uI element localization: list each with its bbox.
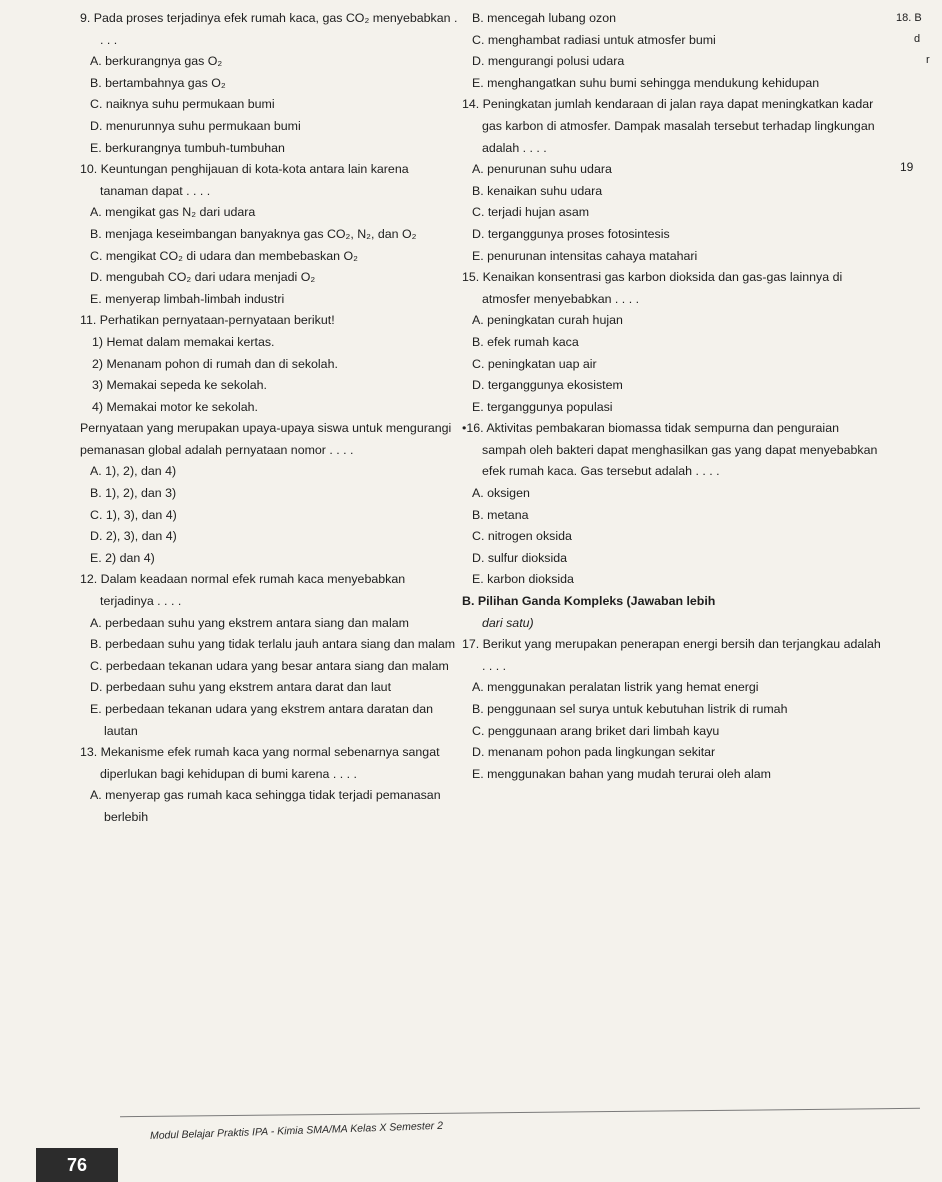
answer-option: C. peningkatan uap air [472,356,597,371]
question-stem: •16. Aktivitas pembakaran biomassa tidak sempurna dan penguraian sampah oleh bakteri dapat menghasilkan gas yang dapat menyebabkan efek rumah kaca. Gas tersebut adalah . . . . [462,421,878,479]
statement-item: 1) Hemat dalam memakai kertas. [92,334,275,349]
answer-option: D. mengurangi polusi udara [472,54,625,69]
answer-option: D. 2), 3), dan 4) [90,529,177,544]
right-edge-fragment [896,8,942,71]
answer-option: D. perbedaan suhu yang ekstrem antara darat dan laut [90,680,392,695]
answer-option: E. terganggunya populasi [472,399,613,414]
answer-option: E. perbedaan tekanan udara yang ekstrem antara daratan dan lautan [90,702,434,738]
footer-rule [120,1108,920,1117]
question-stem: 9. Pada proses terjadinya efek rumah kaca, gas CO₂ menyebabkan . . . . [80,11,458,47]
answer-option: A. oksigen [472,486,530,501]
statement-item: 3) Memakai sepeda ke sekolah. [92,378,267,393]
statement-item: 4) Memakai motor ke sekolah. [92,399,258,414]
answer-option: D. menanam pohon pada lingkungan sekitar [472,745,716,760]
question-stem: 17. Berikut yang merupakan penerapan energi bersih dan terjangkau adalah . . . . [462,637,881,673]
answer-option: A. mengikat gas N₂ dari udara [90,205,256,220]
question-19-fragment: 19 [900,160,914,174]
answer-option: E. karbon dioksida [472,572,574,587]
answer-option: E. 2) dan 4) [90,550,155,565]
answer-option: C. penggunaan arang briket dari limbah kayu [472,723,720,738]
answer-option: A. 1), 2), dan 4) [90,464,177,479]
question-stem: 12. Dalam keadaan normal efek rumah kaca menyebabkan terjadinya . . . . [80,572,406,609]
answer-option: B. menjaga keseimbangan banyaknya gas CO₂, N₂, dan O₂ [90,226,417,241]
page-footer [0,1104,942,1178]
answer-option: A. menggunakan peralatan listrik yang hemat energi [472,680,759,695]
answer-option: C. 1), 3), dan 4) [90,507,177,522]
answer-option: C. naiknya suhu permukaan bumi [90,97,275,112]
answer-option: E. berkurangnya tumbuh-tumbuhan [90,140,285,155]
middle-column [462,8,882,785]
edge-fragment-d: d [914,33,921,45]
answer-option: E. menyerap limbah-limbah industri [90,291,285,306]
answer-option: B. mencegah lubang ozon [472,11,616,25]
answer-option: A. menyerap gas rumah kaca sehingga tidak terjadi pemanasan berlebih [90,788,441,824]
question-18-fragment: 18. B [896,12,922,24]
answer-option: A. peningkatan curah hujan [472,313,623,328]
question-stem: 15. Kenaikan konsentrasi gas karbon dioksida dan gas-gas lainnya di atmosfer menyebabkan . . . . [462,270,843,306]
answer-option: D. terganggunya proses fotosintesis [472,226,670,241]
answer-option: B. kenaikan suhu udara [472,183,603,198]
answer-option: E. penurunan intensitas cahaya matahari [472,248,698,263]
answer-option: A. penurunan suhu udara [472,162,612,177]
answer-option: B. 1), 2), dan 3) [90,486,177,501]
answer-option: E. menggunakan bahan yang mudah terurai oleh alam [472,766,771,781]
answer-option: D. mengubah CO₂ dari udara menjadi O₂ [90,270,316,285]
answer-option: D. sulfur dioksida [472,550,568,565]
statement-item: 2) Menanam pohon di rumah dan di sekolah. [92,356,338,371]
question-stem: 13. Mekanisme efek rumah kaca yang normal sebenarnya sangat diperlukan bagi kehidupan di bumi karena . . . . [80,745,440,781]
answer-option: A. berkurangnya gas O₂ [90,54,223,69]
section-heading: B. Pilihan Ganda Kompleks (Jawaban lebih [462,594,716,609]
question-stem: 14. Peningkatan jumlah kendaraan di jalan raya dapat meningkatkan kadar gas karbon di atmosfer. Dampak masalah tersebut terhadap lingkungan adalah . . . . [462,97,875,155]
answer-option: D. terganggunya ekosistem [472,378,623,393]
edge-fragment-r: r [926,54,930,66]
answer-option: B. metana [472,507,529,522]
footer-book-title: Modul Belajar Praktis IPA - Kimia SMA/MA Kelas X Semester 2 [149,1119,444,1142]
answer-option: B. perbedaan suhu yang tidak terlalu jauh antara siang dan malam [90,637,456,652]
section-note: dari satu) [482,615,534,630]
answer-option: B. penggunaan sel surya untuk kebutuhan listrik di rumah [472,702,788,716]
answer-option: E. menghangatkan suhu bumi sehingga mendukung kehidupan [472,75,820,90]
answer-option: C. menghambat radiasi untuk atmosfer bumi [472,32,716,47]
answer-option: C. terjadi hujan asam [472,205,590,220]
question-stem: 10. Keuntungan penghijauan di kota-kota antara lain karena tanaman dapat . . . . [80,162,409,198]
page-number: 76 [36,1148,118,1182]
answer-option: B. efek rumah kaca [472,334,579,349]
answer-option: C. nitrogen oksida [472,529,572,544]
left-column [80,8,460,829]
answer-option: B. bertambahnya gas O₂ [90,75,226,90]
question-prompt: Pernyataan yang merupakan upaya-upaya siswa untuk mengurangi pemanasan global adalah pernyataan nomor . . . . [80,421,452,457]
answer-option: C. perbedaan tekanan udara yang besar antara siang dan malam [90,658,449,673]
answer-option: C. mengikat CO₂ di udara dan membebaskan O₂ [90,248,358,263]
answer-option: A. perbedaan suhu yang ekstrem antara siang dan malam [90,615,409,630]
answer-option: D. menurunnya suhu permukaan bumi [90,118,301,133]
question-stem: 11. Perhatikan pernyataan-pernyataan berikut! [80,313,335,328]
